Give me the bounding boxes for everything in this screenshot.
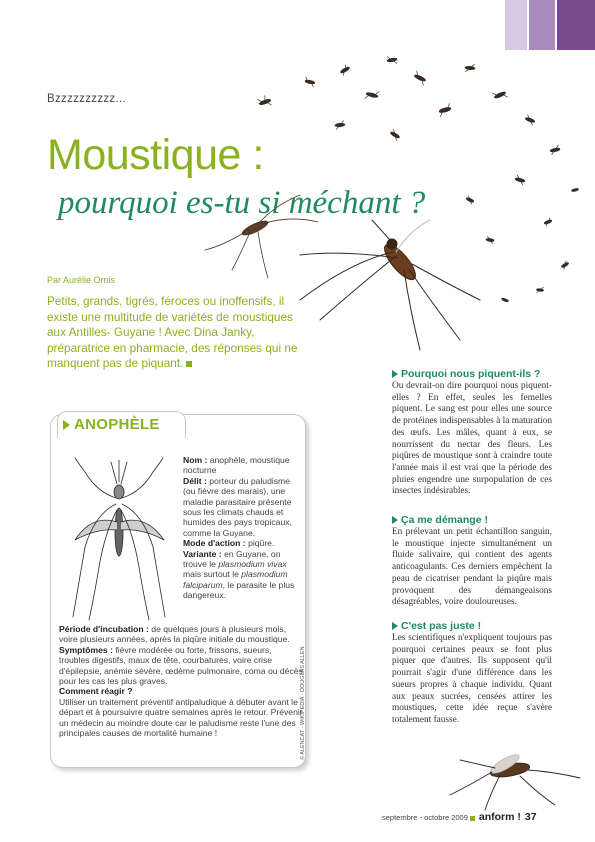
variante-species-1: plasmodium vivax: [218, 559, 287, 570]
section-heading-text: Ça me démange !: [401, 514, 488, 526]
lead-text: Petits, grands, tigrés, féroces ou inoffensifs, il existe une multitude de variétés de moustiques aux Antilles- Guyane ! Avec Dina Janky, préparatrice en pharmacie, des réponses qui ne manquent pas de piquant.: [47, 294, 298, 370]
section-body-3: Les scientifiques n'expliquent toujours pas pourquoi certaines peaux se font plus piquer que d'autres. Ils supposent qu'il pourrait s'agir d'une différence dans les sueurs propres à chaque individu. Quant aux peaux sucrées, censées attirer les moustiques, cette idée reçue s'avère totalement fausse.: [392, 633, 552, 725]
title-line-2: pourquoi es-tu si méchant ?: [58, 185, 426, 221]
section-heading-text: C'est pas juste !: [401, 620, 482, 632]
reagir-text: Utiliser un traitement préventif antipaludique à débuter avant le départ et à poursuivre quatre semaines après le retour. Prévenir un médecin au moindre doute car le paludisme reste l'une des principales causes de mortalité humaine !: [59, 696, 303, 739]
symptomes-label: Symptômes :: [59, 644, 113, 655]
delit-text: porteur du paludisme (ou fièvre des marais), une maladie parasitaire présente sous les climats chauds et humides des pays tropicaux, comme la Guyane.: [183, 475, 292, 538]
box-title-text: ANOPHÈLE: [74, 416, 160, 433]
section-heading-2: [392, 514, 488, 526]
nom-label: Nom :: [183, 455, 208, 465]
section-heading-text: Pourquoi nous piquent-ils ?: [401, 368, 541, 380]
section-heading-3: [392, 620, 481, 632]
byline: Par Aurélie Ornis: [47, 275, 116, 285]
mode-text: piqûre.: [245, 538, 275, 549]
triangle-bullet-icon: [392, 370, 398, 378]
triangle-bullet-icon: [392, 516, 398, 524]
footer-brand: anform !: [478, 811, 521, 823]
delit-label: Délit :: [183, 475, 207, 486]
page-footer: [382, 811, 537, 823]
anophele-facts-wide: [59, 624, 303, 738]
section-body-2: En prélevant un petit échantillon sanguin, le moustique injecte simultanément un fluide salivaire, qui contient des agents anticoagulants. Ces derniers empêchent la peau de cicatriser pendant la piqûre mais provoquent des démangeaisons désagréables, voire douloureuses.: [392, 527, 552, 608]
footer-date: septembre - octobre 2009: [382, 813, 468, 822]
footer-square-icon: [470, 816, 475, 821]
variante-text-1: en Guyane, on trouve le: [183, 548, 281, 570]
periode-label: Période d'incubation :: [59, 624, 149, 634]
section-body-1: Ou devrait-on dire pourquoi nous piquent-elles ? En effet, seules les femelles piquent. Le sang est pour elles une source de protéines indispensables à la maturation des œufs. Les mâles, quant à eux, se nourrissent du nectar des fleurs. Les piqûres de moustique sont à craindre toute l'année mais il est vrai que la période des pluies engendre une surpopulation de ces insectes indésirables.: [392, 381, 552, 497]
variante-species-2: plasmodium falciparum: [183, 569, 288, 590]
variante-text-3: , le parasite le plus dangereux.: [183, 579, 295, 601]
anophele-facts: [183, 455, 299, 601]
lead-paragraph: [47, 294, 309, 372]
kicker: Bzzzzzzzzzz...: [47, 93, 126, 105]
symptomes-text: fièvre modérée ou forte, frissons, sueurs, troubles digestifs, maux de tête, courbatures, voire crise d'épilepsie, anémie sévère, œdème pulmonaire, coma ou décès pour les cas les plus graves.: [59, 644, 303, 687]
anophele-box-title: [63, 416, 160, 433]
page-number: 37: [524, 811, 537, 823]
variante-label: Variante :: [183, 548, 222, 559]
photo-credit: © ALENCAT - WIKIPEDIA - DOUGLAS ALLEN: [300, 646, 306, 760]
section-heading-1: [392, 368, 540, 380]
triangle-bullet-icon: [63, 420, 70, 430]
periode-text: de quelques jours à plusieurs mois, voire plusieurs années, après la piqûre initiale du moustique.: [59, 624, 290, 645]
triangle-bullet-icon: [392, 622, 398, 630]
title-line-1: Moustique :: [47, 131, 264, 179]
mode-label: Mode d'action :: [183, 538, 246, 549]
anophele-diagram: [67, 452, 172, 622]
reagir-label: Comment réagir ?: [59, 686, 133, 697]
nom-text: anophèle, moustique nocturne: [183, 455, 290, 476]
end-square-icon: [186, 361, 192, 367]
variante-text-2: mais surtout le: [183, 569, 242, 580]
